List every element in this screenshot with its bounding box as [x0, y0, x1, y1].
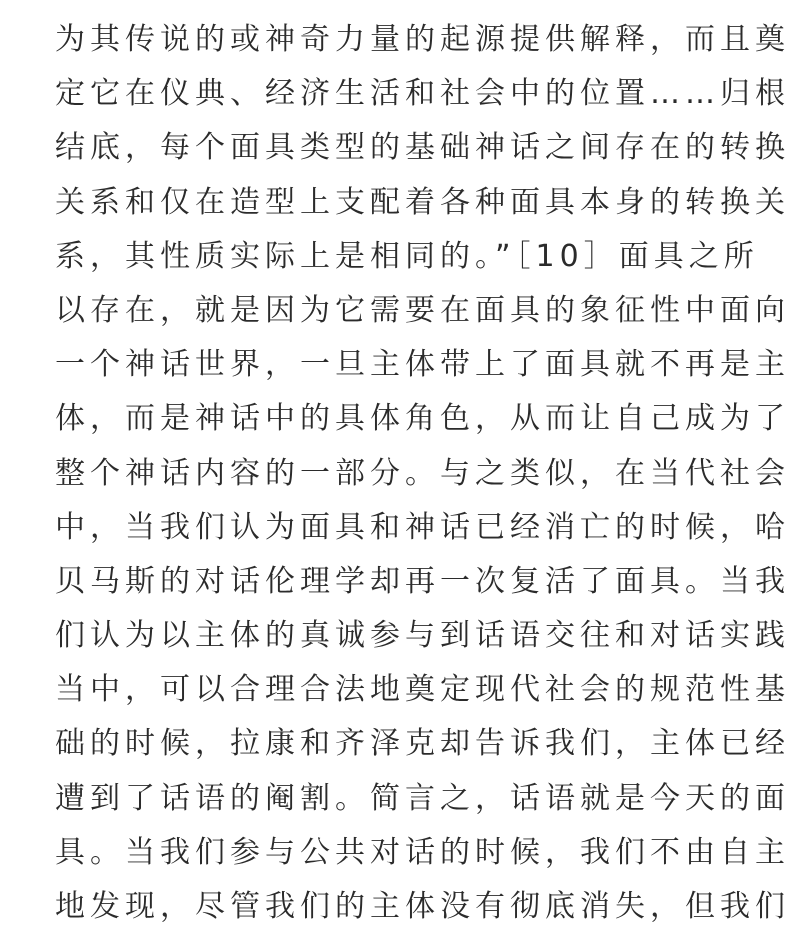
text-line-16: 具。当我们参与公共对话的时候，我们不由自主 — [55, 834, 790, 870]
text-line-14: 础的时候，拉康和齐泽克却告诉我们，主体已经 — [55, 726, 790, 762]
text-line-5: 系，其性质实际上是相同的。”［10］面具之所 — [55, 238, 759, 274]
text-line-4: 关系和仅在造型上支配着各种面具本身的转换关 — [55, 184, 790, 220]
text-line-3: 结底，每个面具类型的基础神话之间存在的转换 — [55, 130, 790, 166]
text-line-8: 体，而是神话中的具体角色，从而让自己成为了 — [55, 401, 790, 437]
text-line-12: 们认为以主体的真诚参与到话语交往和对话实践 — [55, 618, 790, 654]
text-line-6: 以存在，就是因为它需要在面具的象征性中面向 — [55, 292, 790, 328]
text-line-10: 中，当我们认为面具和神话已经消亡的时候，哈 — [55, 509, 790, 545]
text-line-2: 定它在仪典、经济生活和社会中的位置……归根 — [55, 76, 790, 112]
text-line-1: 为其传说的或神奇力量的起源提供解释，而且奠 — [55, 22, 790, 57]
text-line-17: 地发现，尽管我们的主体没有彻底消失，但我们 — [55, 889, 790, 924]
text-line-13: 当中，可以合理合法地奠定现代社会的规范性基 — [55, 672, 790, 708]
text-line-15: 遭到了话语的阉割。简言之，话语就是今天的面 — [55, 780, 790, 816]
text-line-9: 整个神话内容的一部分。与之类似，在当代社会 — [55, 455, 790, 491]
text-line-11: 贝马斯的对话伦理学却再一次复活了面具。当我 — [55, 563, 790, 599]
text-line-7: 一个神话世界，一旦主体带上了面具就不再是主 — [55, 347, 790, 383]
article-body — [55, 13, 790, 934]
